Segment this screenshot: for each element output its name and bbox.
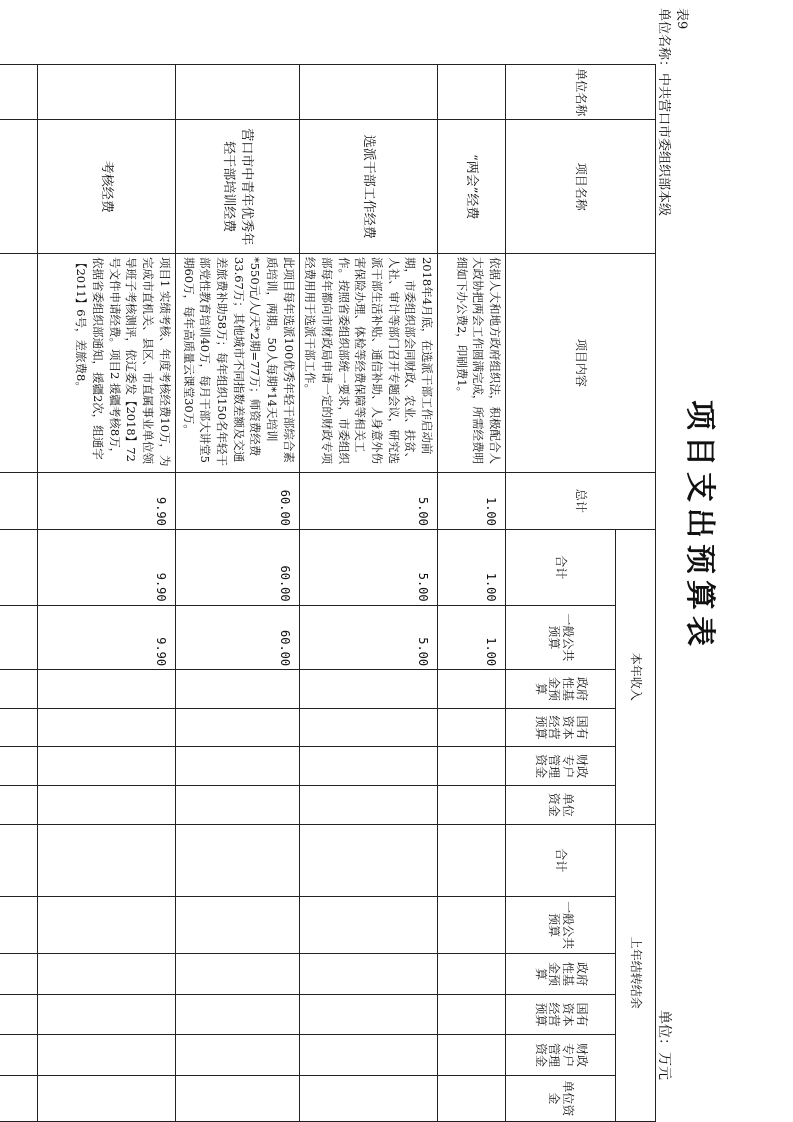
table-row (438, 65, 506, 1122)
row-current-state-capital (37, 708, 175, 747)
row-prior-fund (299, 954, 437, 995)
budget-table (0, 64, 656, 1122)
row-current-sum: 1.00 (438, 529, 506, 605)
row-current-fund (37, 670, 175, 709)
row-total: 5.00 (299, 472, 437, 529)
row-current-sum: 5.00 (299, 529, 437, 605)
row-prior-fund (0, 954, 37, 995)
row-project-name: 考核经费 (37, 120, 175, 253)
page-title: 项目支出预算表 (682, 400, 717, 652)
row-prior-general (0, 896, 37, 953)
row-unit (299, 65, 437, 120)
row-prior-state-capital (175, 994, 299, 1035)
row-prior-sum (0, 824, 37, 896)
header-current-sum: 合计 (506, 529, 616, 605)
row-project-content: 此项目每年选派100优秀年轻干部综合素质培训，两期。50人每期*14天培训*550元/人/天*2期=77万；师资费经费33.67万；其他城市不同指数差额及交通差旅费补助58万；每年组织150名年轻干部党性教育培训40万，每月干部大讲堂5期60万，每年高质量云课堂30万。 (175, 253, 299, 472)
header-current-general: 一般公共预算 (506, 605, 616, 670)
table-number: 表9 (674, 8, 689, 30)
row-prior-state-capital (299, 994, 437, 1035)
row-prior-special-account (438, 1035, 506, 1076)
row-current-unit-funds (0, 786, 37, 825)
row-project-name (0, 120, 37, 253)
row-current-state-capital (299, 708, 437, 747)
header-unit-name: 单位名称 (506, 65, 656, 120)
row-prior-fund (175, 954, 299, 995)
header-project-name: 项目名称 (506, 120, 656, 253)
row-current-general: 9.90 (37, 605, 175, 670)
header-prior-state-capital: 国有资本经营预算 (506, 994, 616, 1035)
row-current-special-account (438, 747, 506, 786)
table-row (299, 65, 437, 1122)
row-current-fund (299, 670, 437, 709)
row-current-general: 5.00 (299, 605, 437, 670)
header-prior-fund: 政府性基金预算 (506, 954, 616, 995)
header-prior-sum: 合计 (506, 824, 616, 896)
row-current-sum: 60.00 (175, 529, 299, 605)
row-current-general: 60.00 (175, 605, 299, 670)
row-unit (438, 65, 506, 120)
header-total: 总计 (506, 472, 656, 529)
header-prior-unit-funds: 单位资金 (506, 1075, 616, 1121)
row-current-special-account (299, 747, 437, 786)
row-prior-unit-funds (438, 1075, 506, 1121)
row-current-general: 1.00 (438, 605, 506, 670)
row-prior-fund (438, 954, 506, 995)
row-prior-unit-funds (299, 1075, 437, 1121)
row-project-name: 营口市中青年优秀年轻干部培训经费 (175, 120, 299, 253)
row-current-state-capital (438, 708, 506, 747)
row-prior-state-capital (438, 994, 506, 1035)
row-prior-sum (299, 824, 437, 896)
header-current-year: 本年收入 (616, 529, 656, 824)
table-row (0, 65, 37, 1122)
header-project-content: 项目内容 (506, 253, 656, 472)
row-prior-general (438, 896, 506, 953)
row-prior-state-capital (37, 994, 175, 1035)
row-project-content (0, 253, 37, 472)
header-current-unit-funds: 单位资金 (506, 786, 616, 825)
row-project-content: 2018年4月底，在选派干部工作启动前期，市委组织部会同财政、农业、扶贫、人社、审计等部门召开专题会议，研究选派干部生活补贴、通信补助、人身意外伤害保险办理、体检等经费保障等相关工作。按照省委组织部统一要求，市委组织部每年都向市财政局申请一定的财政专项经费用用于选派干部工作。 (299, 253, 437, 472)
row-unit (37, 65, 175, 120)
row-project-content: 项目1 实绩考核、年度考核经费10万，为完成市直机关、县区、市直属事业单位领导班子考核测评，依辽委发【2018】72号文件申请经费。项目2 援疆考核8万，依据省委组织部通知，援疆2次，组通字【2011】6号，差旅费8。 (37, 253, 175, 472)
row-current-sum: 9.90 (37, 529, 175, 605)
header-prior-special-account: 财政专户管理资金 (506, 1035, 616, 1076)
row-total: 1.00 (438, 472, 506, 529)
row-current-unit-funds (299, 786, 437, 825)
organization-name: 单位名称：中共营口市委组织部本级 (656, 8, 671, 217)
row-prior-sum (37, 824, 175, 896)
header-current-special-account: 财政专户管理资金 (506, 747, 616, 786)
header-prior-year: 上年结转结余 (616, 824, 656, 1121)
row-current-unit-funds (438, 786, 506, 825)
header-current-state-capital: 国有资本经营预算 (506, 708, 616, 747)
row-prior-special-account (299, 1035, 437, 1076)
row-prior-special-account (0, 1035, 37, 1076)
table-row (37, 65, 175, 1122)
row-total: 60.00 (175, 472, 299, 529)
row-prior-fund (37, 954, 175, 995)
row-prior-sum (438, 824, 506, 896)
row-unit (175, 65, 299, 120)
row-current-state-capital (175, 708, 299, 747)
row-total (0, 472, 37, 529)
row-project-name: “两会”经费 (438, 120, 506, 253)
row-prior-sum (175, 824, 299, 896)
row-current-special-account (37, 747, 175, 786)
row-project-name: 选派干部工作经费 (299, 120, 437, 253)
row-current-fund (438, 670, 506, 709)
unit-label: 单位：万元 (656, 1010, 672, 1080)
row-prior-unit-funds (0, 1075, 37, 1121)
header-current-fund: 政府性基金预算 (506, 670, 616, 709)
row-current-special-account (0, 747, 37, 786)
row-prior-general (175, 896, 299, 953)
row-current-state-capital (0, 708, 37, 747)
row-prior-state-capital (0, 994, 37, 1035)
row-current-unit-funds (37, 786, 175, 825)
row-prior-special-account (175, 1035, 299, 1076)
row-current-fund (175, 670, 299, 709)
table-row (175, 65, 299, 1122)
row-current-special-account (175, 747, 299, 786)
header-prior-general: 一般公共预算 (506, 896, 616, 953)
row-current-unit-funds (175, 786, 299, 825)
row-prior-unit-funds (37, 1075, 175, 1121)
row-current-fund (0, 670, 37, 709)
row-total: 9.90 (37, 472, 175, 529)
row-prior-general (299, 896, 437, 953)
row-prior-unit-funds (175, 1075, 299, 1121)
row-current-sum (0, 529, 37, 605)
row-current-general (0, 605, 37, 670)
row-prior-special-account (37, 1035, 175, 1076)
row-project-content: 依据人大和地方政府组织法，积极配合人大政协把两会工作圆满完成，所需经费明细如下办公费2，印刷费1。 (438, 253, 506, 472)
row-unit (0, 65, 37, 120)
row-prior-general (37, 896, 175, 953)
